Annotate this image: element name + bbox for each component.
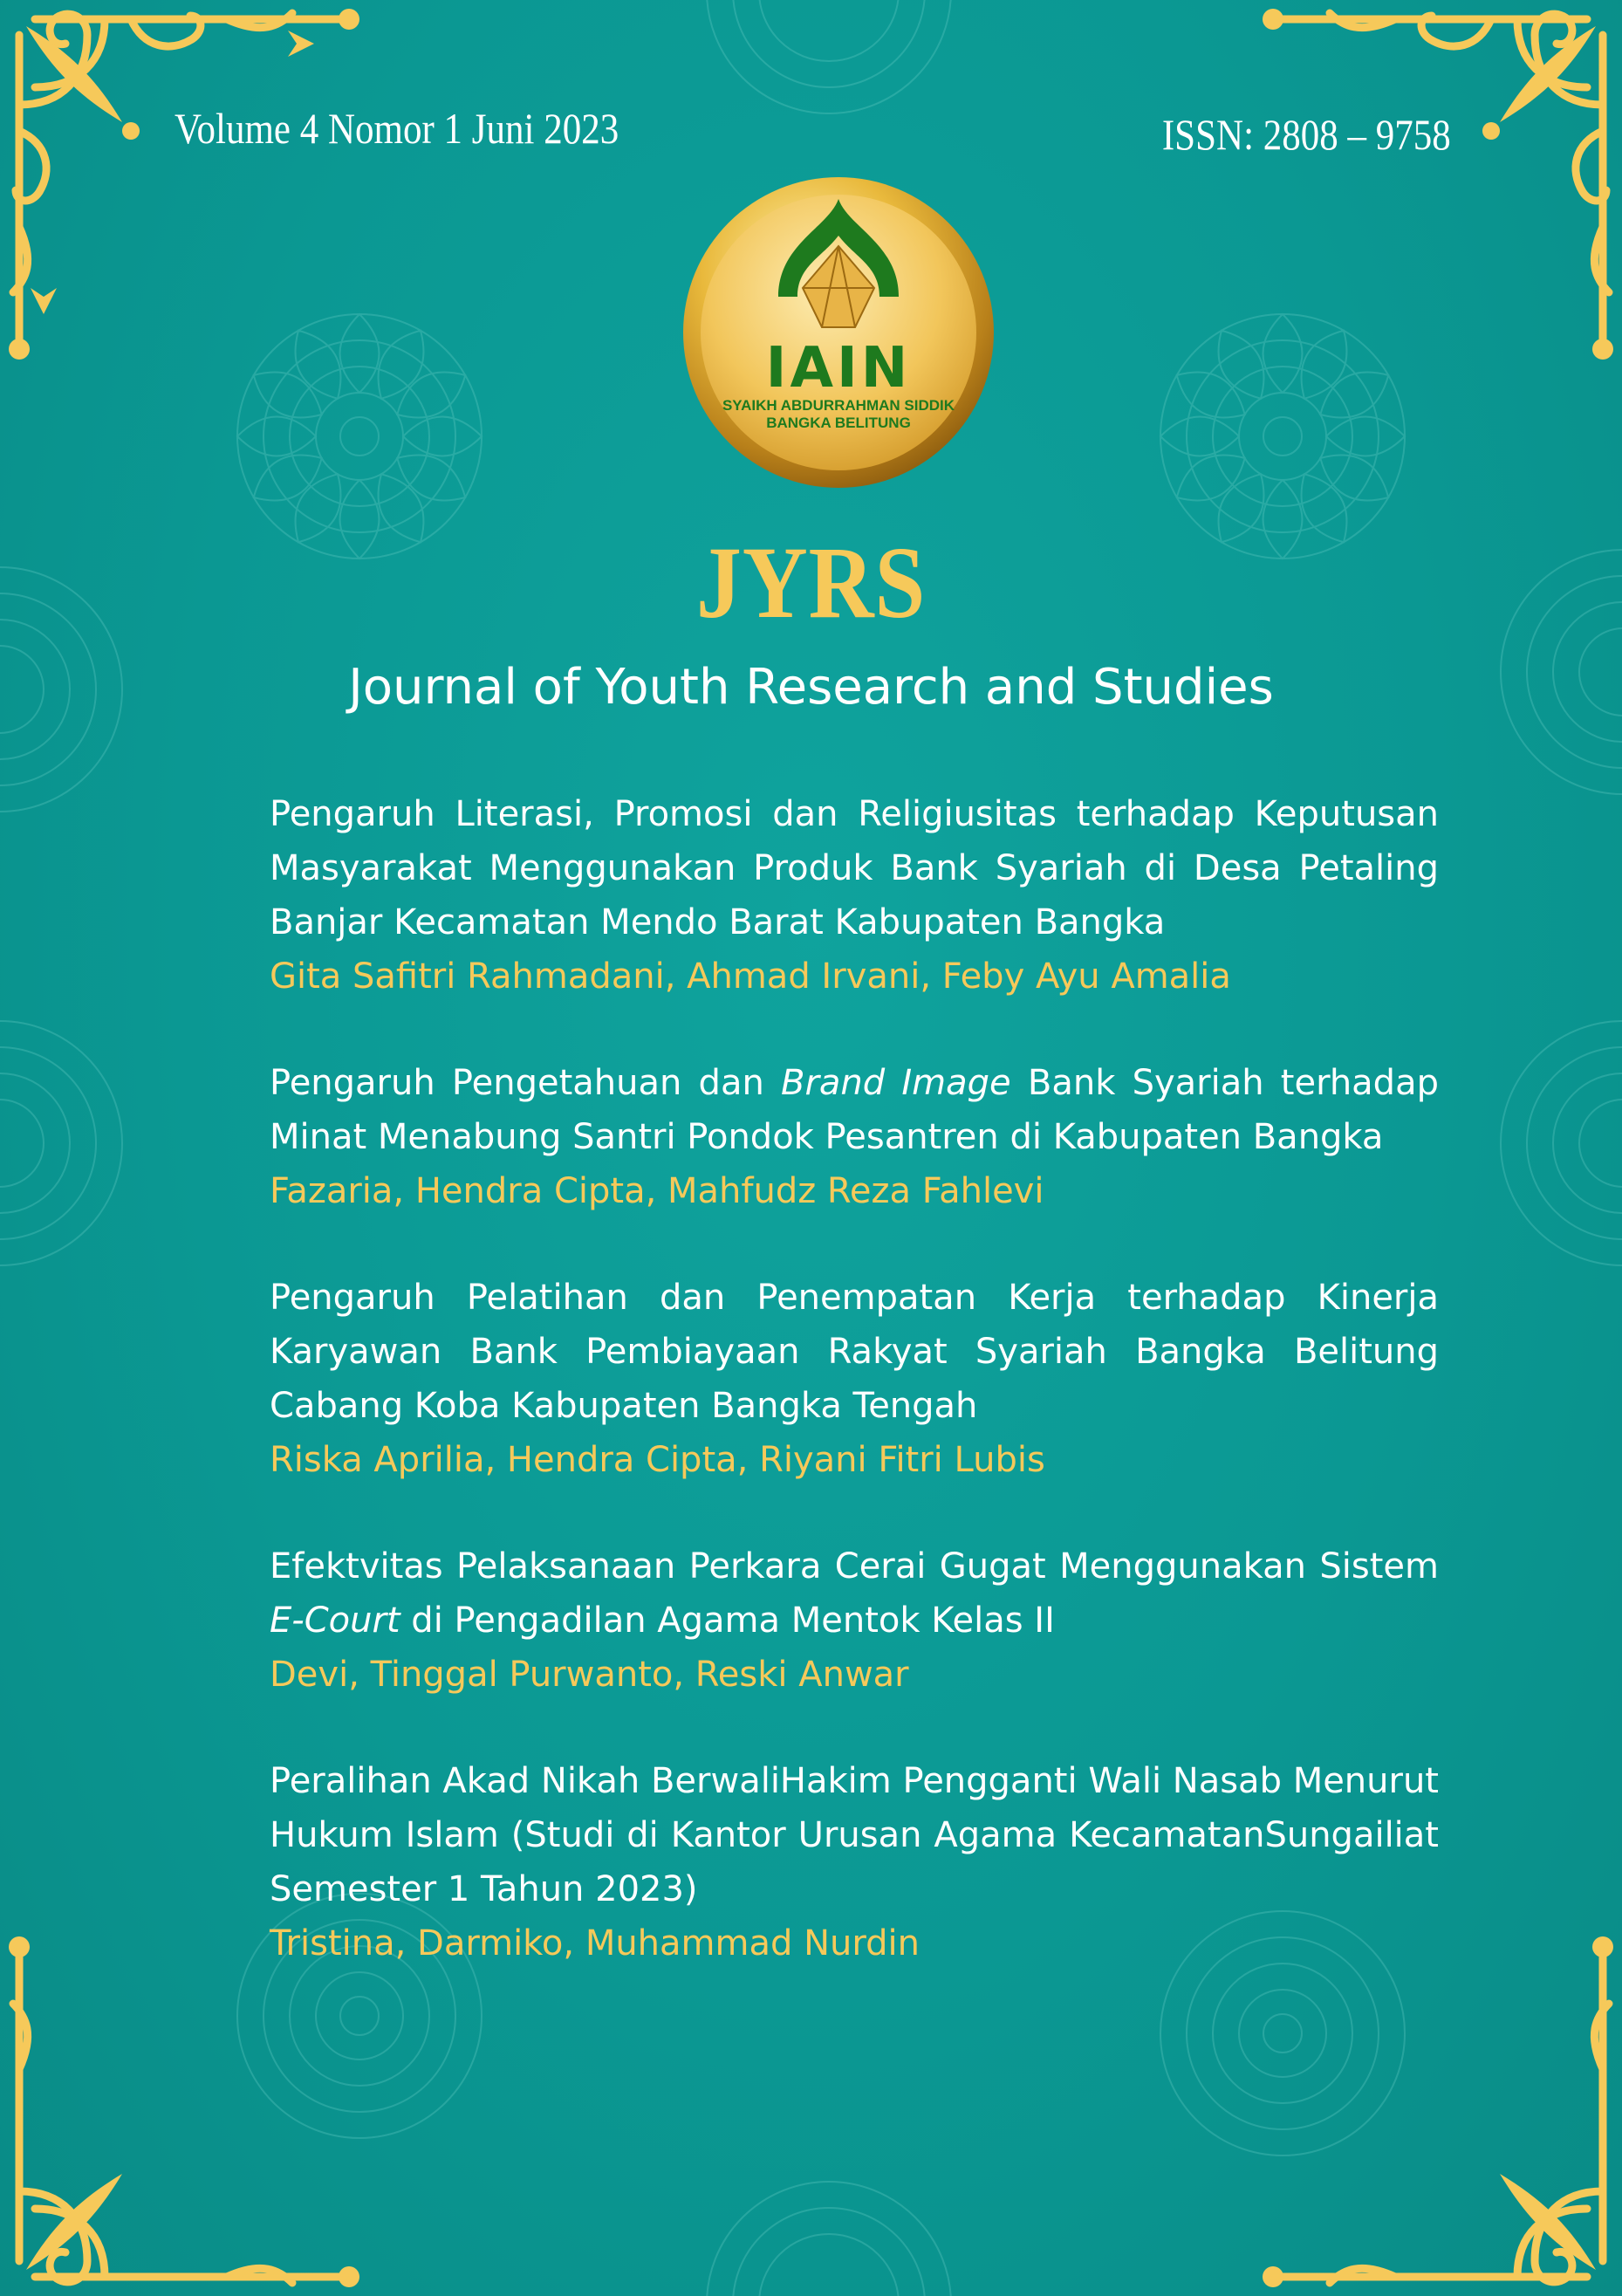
article-entry [270, 1539, 1439, 1702]
iain-logo-icon [681, 175, 996, 490]
mandala-icon [698, 2173, 960, 2296]
logo-abbr: IAIN [765, 336, 912, 401]
article-authors: Tristina, Darmiko, Muhammad Nurdin [270, 1923, 920, 1964]
article-entry [270, 1056, 1439, 1218]
article-title: Pengaruh Pengetahuan dan Brand Image Bank Syariah terhadap Minat Menabung Santri Pondok Pesantren di Kabupaten Bangka [270, 1063, 1439, 1157]
logo-line1: SYAIKH ABDURRAHMAN SIDDIK [722, 397, 955, 414]
article-authors: Fazaria, Hendra Cipta, Mahfudz Reza Fahlevi [270, 1171, 1044, 1211]
article-list [270, 787, 1439, 2023]
article-entry [270, 787, 1439, 1004]
journal-full-name: Journal of Youth Research and Studies [348, 659, 1274, 716]
journal-acronym: JYRS [695, 525, 927, 640]
corner-ornament-icon [1256, 0, 1622, 367]
article-title: Peralihan Akad Nikah BerwaliHakim Pengganti Wali Nasab Menurut Hukum Islam (Studi di Kantor Urusan Agama KecamatanSungailiat Semester 1 Tahun 2023) [270, 1761, 1439, 1909]
mandala-icon [0, 1012, 131, 1274]
article-authors: Gita Safitri Rahmadani, Ahmad Irvani, Feby Ayu Amalia [270, 956, 1231, 997]
article-entry [270, 1754, 1439, 1970]
logo-line2: BANGKA BELITUNG [766, 415, 911, 431]
article-authors: Devi, Tinggal Purwanto, Reski Anwar [270, 1655, 909, 1695]
article-authors: Riska Aprilia, Hendra Cipta, Riyani Fitri Lubis [270, 1440, 1045, 1480]
mandala-icon [1492, 1012, 1622, 1274]
article-title: Efektvitas Pelaksanaan Perkara Cerai Gugat Menggunakan Sistem E-Court di Pengadilan Agama Mentok Kelas II [270, 1546, 1439, 1641]
corner-ornament-icon [0, 0, 366, 367]
issn-label: ISSN: 2808 – 9758 [1162, 110, 1451, 159]
article-title: Pengaruh Literasi, Promosi dan Religiusitas terhadap Keputusan Masyarakat Menggunakan Produk Bank Syariah di Desa Petaling Banjar Kecamatan Mendo Barat Kabupaten Bangka [270, 794, 1439, 942]
mandala-icon [698, 0, 960, 122]
article-title: Pengaruh Pelatihan dan Penempatan Kerja terhadap Kinerja Karyawan Bank Pembiayaan Rakyat Syariah Bangka Belitung Cabang Koba Kabupaten Bangka Tengah [270, 1278, 1439, 1426]
volume-issue-label: Volume 4 Nomor 1 Juni 2023 [175, 104, 619, 153]
article-entry [270, 1271, 1439, 1487]
